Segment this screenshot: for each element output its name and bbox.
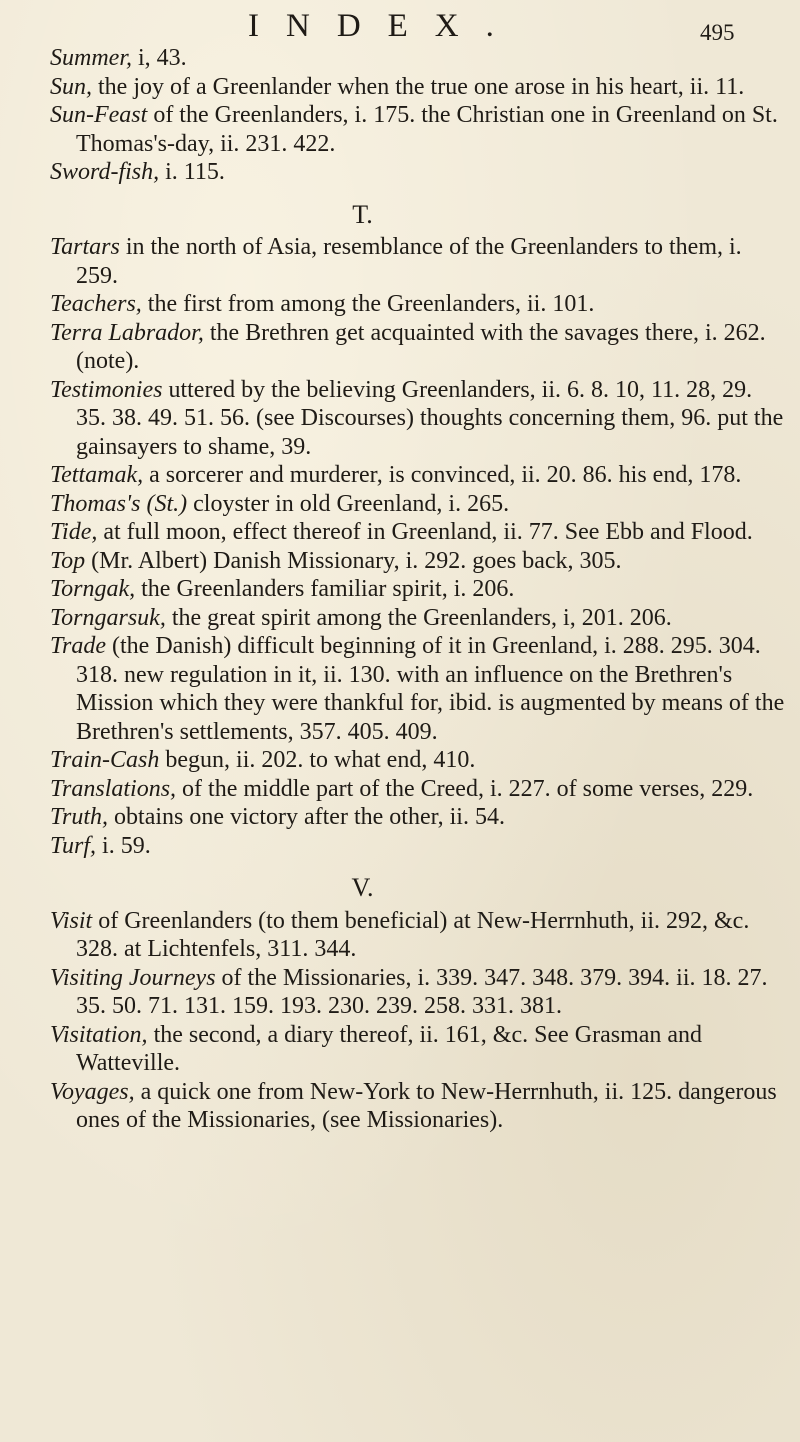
- entry-head: Tettamak,: [50, 462, 144, 488]
- index-entry: [50, 44, 785, 73]
- entry-text: obtains one victory after the other, ii. 54.: [108, 804, 505, 830]
- index-entry: [50, 604, 785, 633]
- entry-head: Sword-fish,: [50, 159, 160, 185]
- entry-head: Sun-Feast: [50, 102, 148, 128]
- entry-head: Thomas's (St.): [50, 490, 188, 517]
- entry-head: Top: [50, 547, 86, 574]
- entry-head: Visit: [50, 907, 93, 934]
- entry-head: Testimonies: [50, 376, 163, 403]
- entry-text: begun, ii. 202. to what end, 410.: [159, 747, 476, 773]
- page-number: 495: [700, 20, 735, 45]
- entry-text: the second, a diary thereof, ii. 161, &c. See Grasman and Watteville.: [76, 1021, 703, 1076]
- entry-text: a quick one from New-York to New-Herrnhuth, ii. 125. dangerous ones of the Missionaries, (see Missionaries).: [76, 1078, 777, 1133]
- index-section-v: [50, 874, 785, 1135]
- index-entry: [50, 1078, 785, 1135]
- entry-text: (the Danish) difficult beginning of it in Greenland, i. 288. 295. 304. 318. new regulation in it, ii. 130. with an influence on the Brethren's Mission which they were thankful for, ibid. is augmented by means of the Brethren's settlements, 357. 405. 409.: [76, 633, 785, 745]
- entry-text: i. 59.: [96, 832, 151, 859]
- index-entry: [50, 73, 785, 102]
- entry-head: Torngak,: [50, 576, 136, 602]
- index-entry: [50, 518, 785, 547]
- entry-head: Sun,: [50, 73, 92, 100]
- entry-head: Tartars: [50, 234, 120, 260]
- index-entry: [50, 461, 785, 490]
- index-entry: [50, 376, 785, 462]
- entry-text: of the middle part of the Creed, i. 227. of some verses, 229.: [176, 775, 754, 802]
- index-entry: [50, 575, 785, 604]
- index-entry: [50, 101, 785, 158]
- entry-head: Turf,: [50, 832, 97, 859]
- section-letter: T.: [352, 199, 373, 229]
- entry-text: in the north of Asia, resemblance of the Greenlanders to them, i. 259.: [76, 234, 742, 289]
- entry-text: of the Missionaries, i. 339. 347. 348. 379. 394. ii. 18. 27. 35. 50. 71. 131. 159. 193. 230. 239. 258. 331. 381.: [76, 964, 768, 1019]
- index-entry: [50, 233, 785, 290]
- index-entry: [50, 290, 785, 319]
- index-entry: [50, 832, 785, 861]
- index-entry: [50, 746, 785, 775]
- index-entry: [50, 1021, 785, 1078]
- entry-head: Trade: [50, 633, 107, 659]
- entry-head: Translations,: [50, 775, 177, 802]
- index-entry: [50, 158, 785, 187]
- index-body: [50, 44, 785, 1135]
- index-entry: [50, 319, 785, 376]
- entry-head: Teachers,: [50, 291, 142, 317]
- entry-head: Terra Labrador,: [50, 319, 204, 346]
- index-section-s-continued: [50, 44, 785, 187]
- entry-text: i, 43.: [132, 45, 187, 71]
- entry-head: Torngarsuk,: [50, 604, 166, 631]
- running-title: INDEX.: [248, 8, 521, 44]
- entry-text: the Brethren get acquainted with the savages there, i. 262. (note).: [76, 319, 766, 374]
- index-entry: [50, 490, 785, 519]
- index-section-t: [50, 201, 785, 861]
- index-entry: [50, 547, 785, 576]
- entry-text: i. 115.: [159, 159, 225, 185]
- entry-text: (Mr. Albert) Danish Missionary, i. 292. goes back, 305.: [85, 547, 622, 574]
- entry-head: Summer,: [50, 45, 132, 71]
- entry-text: cloyster in old Greenland, i. 265.: [187, 490, 510, 517]
- entry-head: Train-Cash: [50, 747, 160, 773]
- entry-text: the joy of a Greenlander when the true one arose in his heart, ii. 11.: [92, 73, 745, 100]
- entry-text: at full moon, effect thereof in Greenland, ii. 77. See Ebb and Flood.: [97, 519, 753, 545]
- index-entry: [50, 964, 785, 1021]
- index-entry: [50, 803, 785, 832]
- index-entry: [50, 775, 785, 804]
- entry-head: Voyages,: [50, 1078, 135, 1105]
- entry-text: of the Greenlanders, i. 175. the Christian one in Greenland on St. Thomas's-day, ii. 231. 422.: [76, 102, 778, 157]
- index-entry: [50, 632, 785, 746]
- entry-text: a sorcerer and murderer, is convinced, ii. 20. 86. his end, 178.: [143, 462, 742, 488]
- entry-text: the great spirit among the Greenlanders, i, 201. 206.: [165, 604, 672, 631]
- entry-head: Visitation,: [50, 1021, 148, 1048]
- entry-text: the Greenlanders familiar spirit, i. 206.: [135, 576, 515, 602]
- entry-text: the first from among the Greenlanders, ii. 101.: [141, 291, 595, 317]
- entry-head: Tide,: [50, 519, 98, 545]
- entry-head: Visiting Journeys: [50, 964, 216, 991]
- entry-text: uttered by the believing Greenlanders, ii. 6. 8. 10, 11. 28, 29. 35. 38. 49. 51. 56. (see Discourses) thoughts concerning them, 96. put the gainsayers to shame, 39.: [76, 376, 784, 460]
- section-letter: V.: [351, 873, 374, 902]
- index-entry: [50, 907, 785, 964]
- entry-head: Truth,: [50, 804, 109, 830]
- entry-text: of Greenlanders (to them beneficial) at New-Herrnhuth, ii. 292, &c. 328. at Lichtenfels, 311. 344.: [76, 907, 750, 962]
